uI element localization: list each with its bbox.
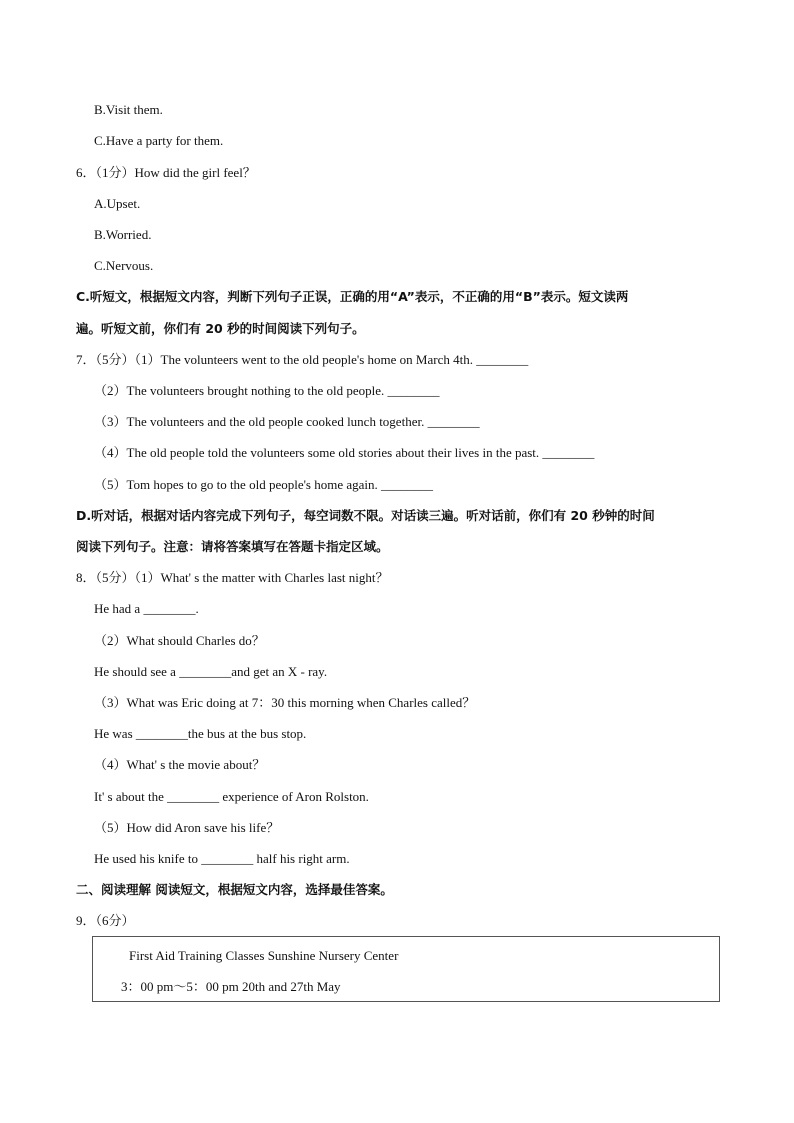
section-d-instruction-line2: 阅读下列句子。注意：请将答案填写在答题卡指定区域。 xyxy=(76,539,389,554)
q7-statement-3: （3）The volunteers and the old people cooked lunch together. ________ xyxy=(94,414,480,429)
q5-option-c: C.Have a party for them. xyxy=(94,133,224,148)
notice-title: First Aid Training Classes Sunshine Nursery Center xyxy=(129,948,399,963)
q8-answer-4: It' s about the ________ experience of Aron Rolston. xyxy=(94,789,369,804)
q9-stem: 9．（6分） xyxy=(76,913,135,928)
section-c-instruction-line1: C.听短文，根据短文内容，判断下列句子正误，正确的用“A”表示，不正确的用“B”表示。短文读两 xyxy=(76,289,629,304)
q7-stem: 7．（5分）（1）The volunteers went to the old people's home on March 4th. ________ xyxy=(76,352,529,367)
q6-option-a: A.Upset. xyxy=(94,196,141,211)
q8-stem: 8．（5分）（1）What' s the matter with Charles last night？ xyxy=(76,570,389,585)
q7-statement-4: （4）The old people told the volunteers some old stories about their lives in the past. ________ xyxy=(94,445,595,460)
q8-answer-1: He had a ________. xyxy=(94,601,199,616)
part2-heading: 二、阅读理解 阅读短文，根据短文内容，选择最佳答案。 xyxy=(76,882,393,897)
section-c-instruction-line2: 遍。听短文前，你们有 20 秒的时间阅读下列句子。 xyxy=(76,321,365,336)
q8-answer-2: He should see a ________and get an X - ray. xyxy=(94,664,328,679)
q8-answer-5: He used his knife to ________ half his right arm. xyxy=(94,851,350,866)
q6-stem: 6．（1分）How did the girl feel？ xyxy=(76,165,256,180)
q8-question-3: （3）What was Eric doing at 7：30 this morning when Charles called？ xyxy=(94,695,476,710)
notice-time: 3：00 pm～5：00 pm 20th and 27th May xyxy=(121,979,341,994)
q7-statement-2: （2）The volunteers brought nothing to the old people. ________ xyxy=(94,383,440,398)
q8-question-2: （2）What should Charles do？ xyxy=(94,633,265,648)
notice-box xyxy=(92,936,720,1002)
q8-question-4: （4）What' s the movie about？ xyxy=(94,757,266,772)
q7-statement-5: （5）Tom hopes to go to the old people's home again. ________ xyxy=(94,477,434,492)
q6-option-c: C.Nervous. xyxy=(94,258,154,273)
section-d-instruction-line1: D.听对话，根据对话内容完成下列句子，每空词数不限。对话读三遍。听对话前，你们有 20 秒钟的时间 xyxy=(76,508,655,523)
q8-answer-3: He was ________the bus at the bus stop. xyxy=(94,726,307,741)
q5-option-b: B.Visit them. xyxy=(94,102,163,117)
q8-question-5: （5）How did Aron save his life？ xyxy=(94,820,280,835)
q6-option-b: B.Worried. xyxy=(94,227,152,242)
